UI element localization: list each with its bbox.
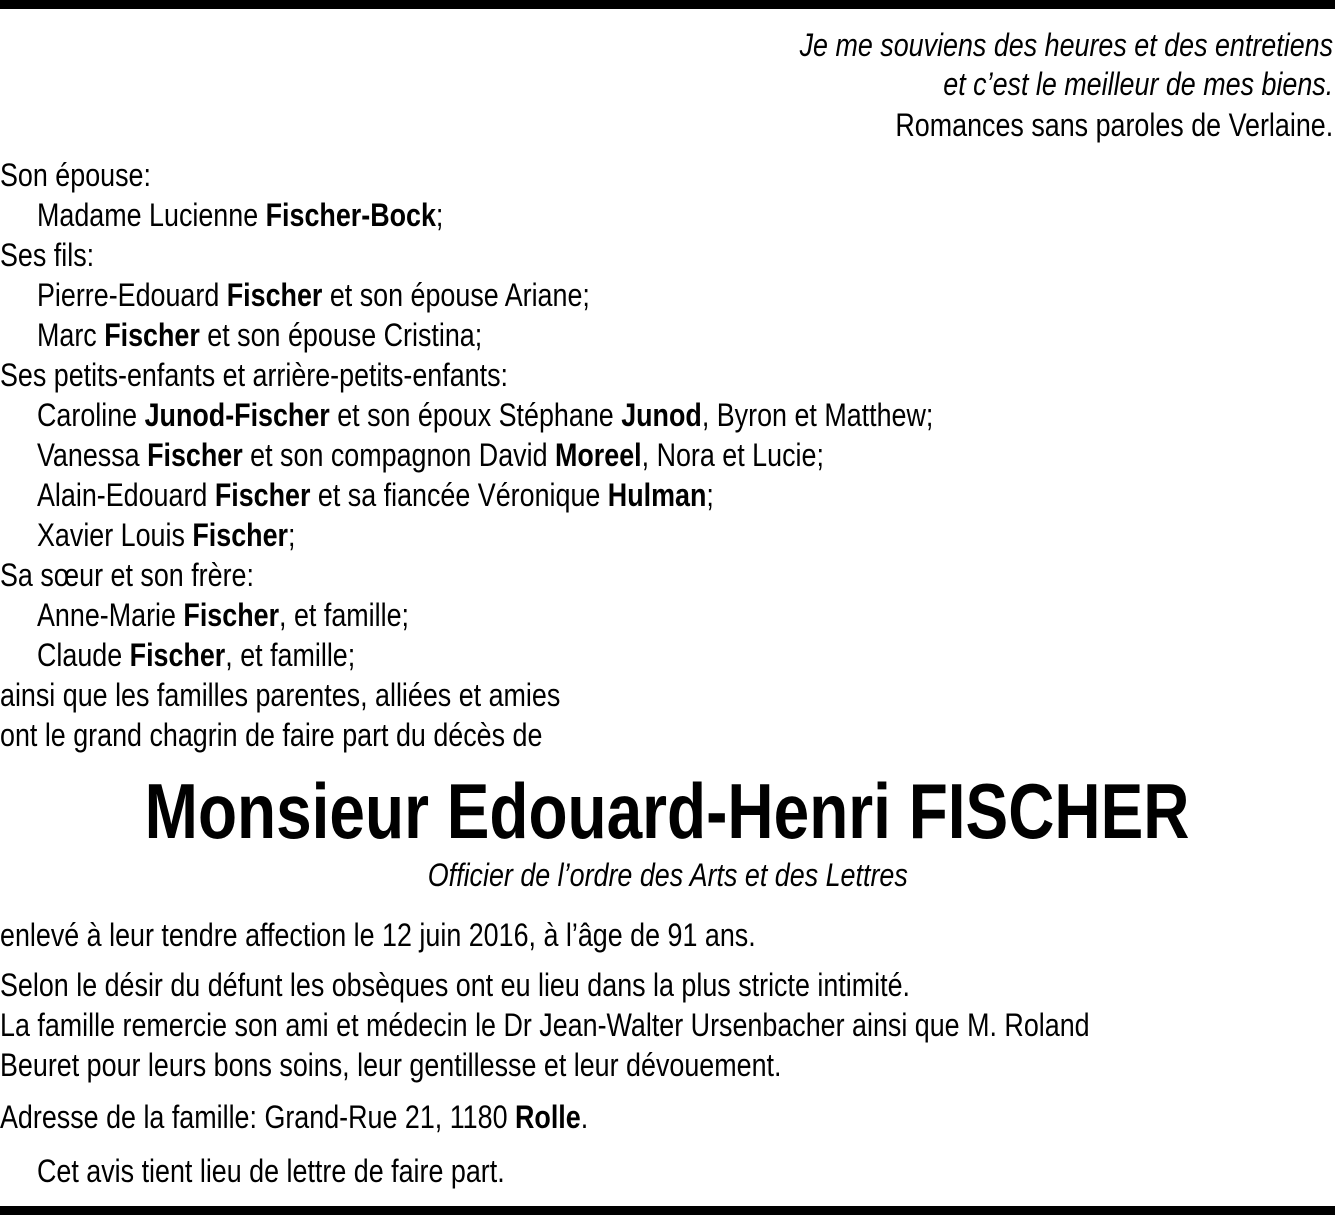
top-rule [0, 0, 1335, 9]
deceased-name: Monsieur Edouard-Henri FISCHER [145, 767, 1190, 855]
spouse-entry: Madame Lucienne Fischer-Bock; [37, 197, 444, 233]
spouse-heading: Son épouse: [0, 157, 151, 193]
siblings-heading: Sa sœur et son frère: [0, 557, 254, 593]
grandchildren-heading: Ses petits-enfants et arrière-petits-enfants: [0, 357, 508, 393]
deceased-title: Officier de l’ordre des Arts et des Lettres [427, 857, 908, 893]
notice-line: Cet avis tient lieu de lettre de faire part. [37, 1153, 505, 1189]
thanks-line-2: Beuret pour leurs bons soins, leur gentillesse et leur dévouement. [0, 1047, 782, 1083]
grandchild-entry: Caroline Junod-Fischer et son époux Stéphane Junod, Byron et Matthew; [37, 397, 934, 433]
sibling-entry: Claude Fischer, et famille; [37, 637, 356, 673]
funeral-line: Selon le désir du défunt les obsèques ont eu lieu dans la plus stricte intimité. [0, 967, 910, 1003]
sibling-entry: Anne-Marie Fischer, et famille; [37, 597, 409, 633]
son-entry: Pierre-Edouard Fischer et son épouse Ariane; [37, 277, 590, 313]
thanks-line-1: La famille remercie son ami et médecin le Dr Jean-Walter Ursenbacher ainsi que M. Roland [0, 1007, 1090, 1043]
son-entry: Marc Fischer et son épouse Cristina; [37, 317, 483, 353]
epigraph-line-1: Je me souviens des heures et des entretiens [799, 27, 1333, 63]
family-address: Adresse de la famille: Grand-Rue 21, 1180 Rolle. [0, 1099, 589, 1135]
sons-heading: Ses fils: [0, 237, 95, 273]
death-line: enlevé à leur tendre affection le 12 juin 2016, à l’âge de 91 ans. [0, 917, 756, 953]
closing-line-1: ainsi que les familles parentes, alliées et amies [0, 677, 561, 713]
epigraph-source: Romances sans paroles de Verlaine. [895, 107, 1333, 143]
grandchild-entry: Alain-Edouard Fischer et sa fiancée Véronique Hulman; [37, 477, 714, 513]
bottom-rule [0, 1206, 1335, 1215]
grandchild-entry: Vanessa Fischer et son compagnon David Moreel, Nora et Lucie; [37, 437, 824, 473]
grandchild-entry: Xavier Louis Fischer; [37, 517, 296, 553]
epigraph-line-2: et c’est le meilleur de mes biens. [943, 66, 1333, 102]
closing-line-2: ont le grand chagrin de faire part du décès de [0, 717, 543, 753]
